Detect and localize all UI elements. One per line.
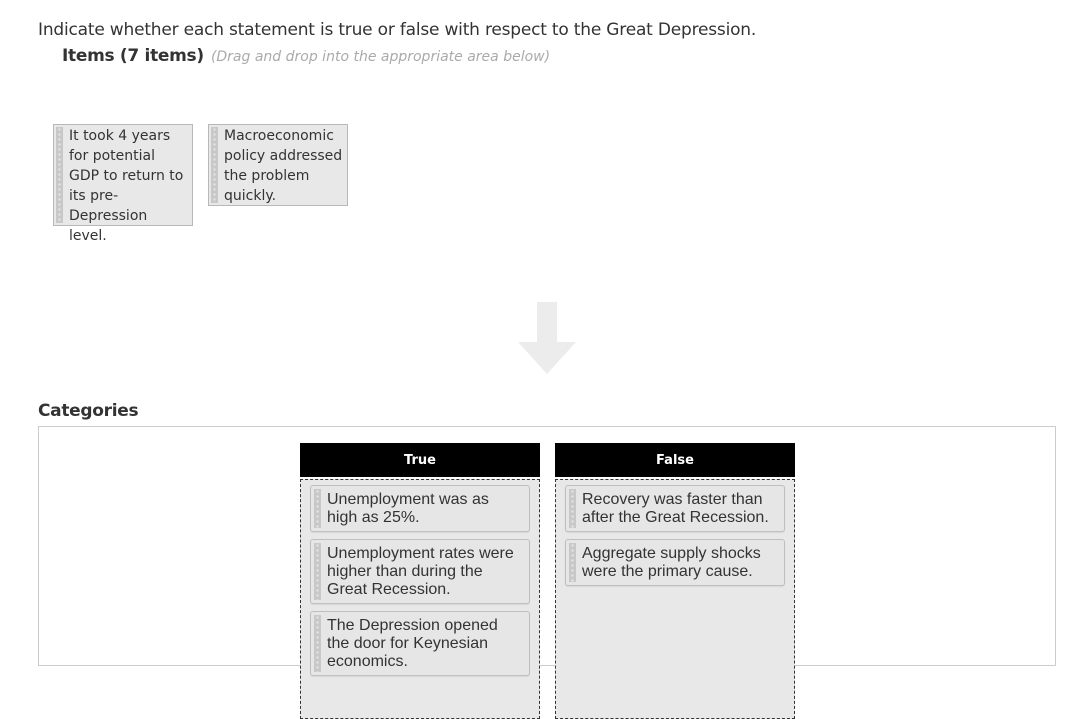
question-prompt: Indicate whether each statement is true or false with respect to the Great Depression.: [38, 20, 757, 40]
drag-handle-icon[interactable]: [314, 615, 321, 672]
placed-item-card[interactable]: [565, 485, 785, 532]
category-header-true: True: [300, 443, 540, 477]
draggable-item-card[interactable]: [53, 124, 193, 244]
draggable-item-card[interactable]: [208, 124, 348, 206]
categories-panel: [38, 426, 1056, 666]
placed-item-text: The Depression opened the door for Keynesian economics.: [327, 617, 498, 670]
drag-handle-icon[interactable]: [314, 543, 321, 600]
placed-item-card[interactable]: [310, 539, 530, 604]
placed-item-text: Unemployment was as high as 25%.: [327, 491, 489, 526]
drag-handle-icon[interactable]: [56, 127, 63, 223]
placed-item-card[interactable]: [310, 485, 530, 532]
item-card-text: It took 4 years for potential GDP to return to its pre-Depression level.: [69, 128, 184, 244]
categories-label: Categories: [38, 401, 139, 421]
items-title: Items (7 items): [62, 46, 204, 66]
drag-handle-icon[interactable]: [211, 127, 218, 203]
placed-item-card[interactable]: [310, 611, 530, 676]
placed-item-card[interactable]: [565, 539, 785, 586]
items-hint: (Drag and drop into the appropriate area below): [210, 49, 551, 65]
placed-item-text: Recovery was faster than after the Great Recession.: [582, 491, 769, 526]
down-arrow-icon: [518, 302, 576, 374]
placed-item-text: Unemployment rates were higher than during the Great Recession.: [327, 545, 514, 598]
items-header: [62, 46, 550, 66]
drag-handle-icon[interactable]: [569, 489, 576, 528]
category-header-false: False: [555, 443, 795, 477]
dropzone-true[interactable]: [300, 479, 540, 719]
category-column-true: [300, 443, 540, 719]
dropzone-false[interactable]: [555, 479, 795, 719]
item-card-text: Macroeconomic policy addressed the problem quickly.: [224, 128, 343, 204]
category-column-false: [555, 443, 795, 719]
placed-item-text: Aggregate supply shocks were the primary cause.: [582, 545, 761, 580]
drag-handle-icon[interactable]: [314, 489, 321, 528]
drag-handle-icon[interactable]: [569, 543, 576, 582]
